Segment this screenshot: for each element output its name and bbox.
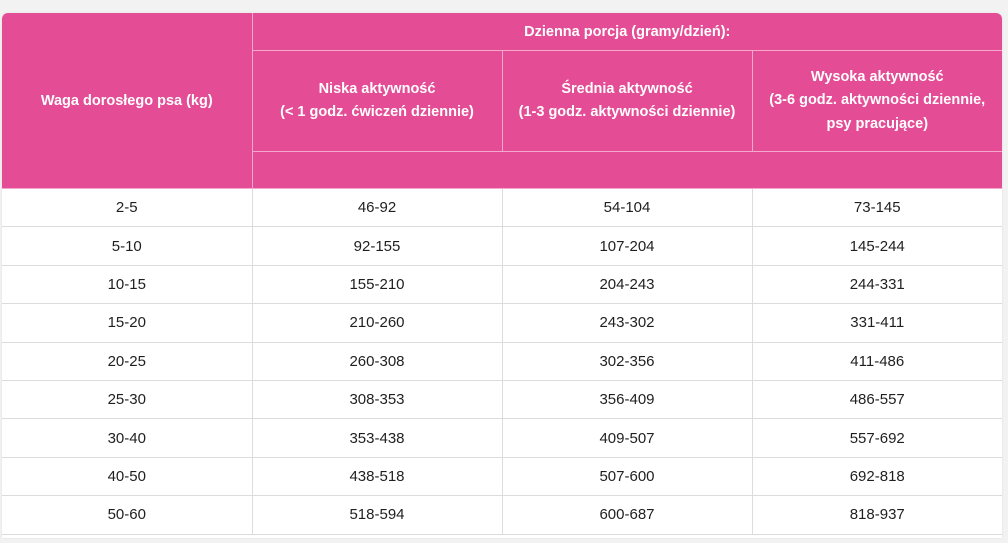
high-activity-cell: 486-557 (752, 380, 1002, 418)
low-activity-cell: 308-353 (252, 380, 502, 418)
weight-cell: 5-10 (2, 227, 252, 265)
low-activity-cell: 46-92 (252, 189, 502, 227)
medium-activity-cell: 409-507 (502, 419, 752, 457)
medium-activity-cell: 54-104 (502, 189, 752, 227)
weight-column-header: Waga dorosłego psa (kg) (2, 13, 252, 189)
weight-cell: 40-50 (2, 457, 252, 495)
table-row (2, 342, 1002, 380)
weight-cell: 50-60 (2, 496, 252, 534)
medium-activity-cell: 204-243 (502, 265, 752, 303)
high-activity-cell: 244-331 (752, 265, 1002, 303)
low-activity-cell: 353-438 (252, 419, 502, 457)
table-row (2, 380, 1002, 418)
low-activity-cell: 518-594 (252, 496, 502, 534)
high-activity-cell: 818-937 (752, 496, 1002, 534)
medium-activity-note: (1-3 godz. aktywności dziennie) (518, 104, 736, 120)
medium-activity-cell: 107-204 (502, 227, 752, 265)
daily-portion-group-header: Dzienna porcja (gramy/dzień): (252, 13, 1002, 51)
feeding-table (2, 13, 1002, 535)
high-activity-cell: 557-692 (752, 419, 1002, 457)
medium-activity-cell: 356-409 (502, 380, 752, 418)
high-activity-note: (3-6 godz. aktywności dziennie, psy pracujące) (769, 92, 986, 132)
high-activity-title: Wysoka aktywność (810, 69, 944, 86)
table-header (2, 13, 1002, 189)
high-activity-cell: 73-145 (752, 189, 1002, 227)
weight-cell: 10-15 (2, 265, 252, 303)
table-row (2, 496, 1002, 534)
high-activity-cell: 411-486 (752, 342, 1002, 380)
low-activity-cell: 260-308 (252, 342, 502, 380)
table-row (2, 419, 1002, 457)
high-activity-header (752, 51, 1002, 152)
high-activity-cell: 692-818 (752, 457, 1002, 495)
low-activity-header (252, 51, 502, 152)
low-activity-cell: 438-518 (252, 457, 502, 495)
table-row (2, 304, 1002, 342)
low-activity-cell: 92-155 (252, 227, 502, 265)
table-row (2, 265, 1002, 303)
low-activity-title: Niska aktywność (318, 80, 436, 97)
weight-cell: 20-25 (2, 342, 252, 380)
weight-cell: 15-20 (2, 304, 252, 342)
low-activity-note: (< 1 godz. ćwiczeń dziennie) (280, 104, 474, 120)
medium-activity-cell: 507-600 (502, 457, 752, 495)
high-activity-cell: 145-244 (752, 227, 1002, 265)
weight-cell: 30-40 (2, 419, 252, 457)
table-row (2, 227, 1002, 265)
medium-activity-cell: 243-302 (502, 304, 752, 342)
high-activity-cell: 331-411 (752, 304, 1002, 342)
medium-activity-cell: 302-356 (502, 342, 752, 380)
low-activity-cell: 210-260 (252, 304, 502, 342)
low-activity-cell: 155-210 (252, 265, 502, 303)
weight-cell: 2-5 (2, 189, 252, 227)
table-row (2, 457, 1002, 495)
feeding-table-card (2, 13, 1002, 538)
medium-activity-title: Średnia aktywność (561, 80, 693, 97)
table-row (2, 189, 1002, 227)
table-body (2, 189, 1002, 535)
header-spacer-row (252, 152, 1002, 189)
medium-activity-header (502, 51, 752, 152)
weight-cell: 25-30 (2, 380, 252, 418)
medium-activity-cell: 600-687 (502, 496, 752, 534)
